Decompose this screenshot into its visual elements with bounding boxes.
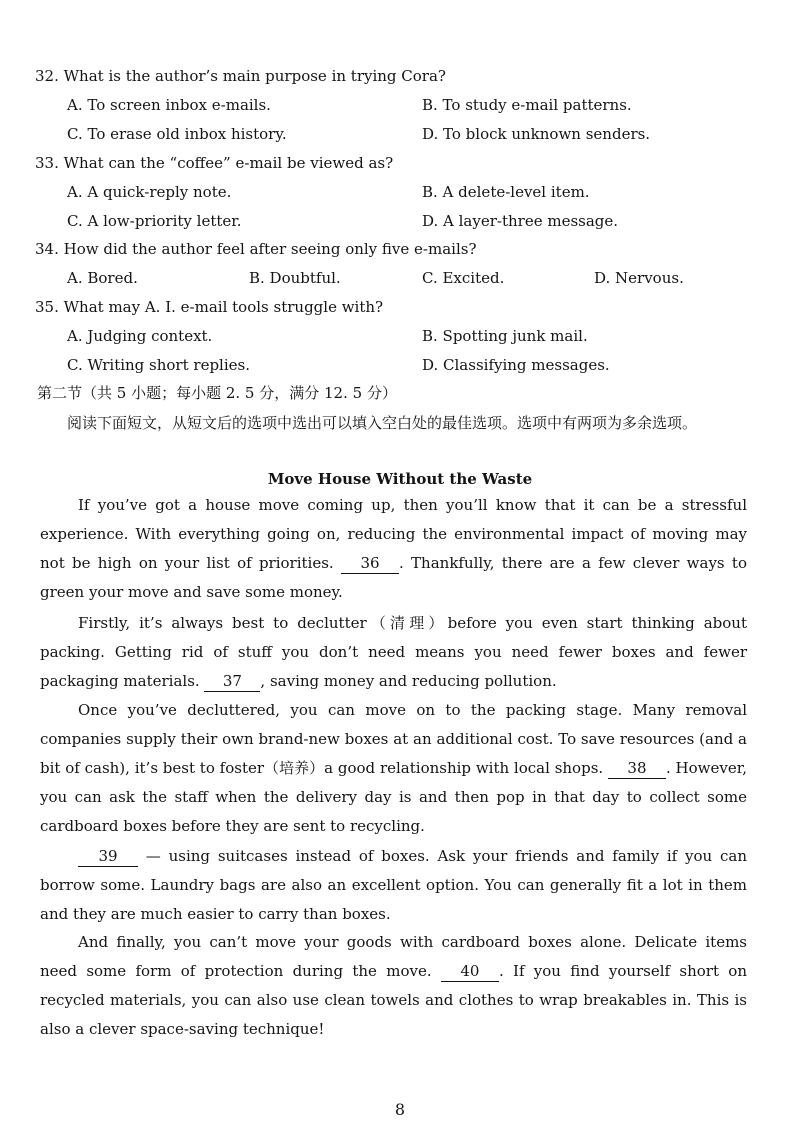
question-34-option-b: B. Doubtful. xyxy=(249,269,341,287)
passage-paragraph-2 xyxy=(40,609,747,696)
question-32-option-a: A. To screen inbox e-mails. xyxy=(67,96,271,114)
question-33-option-d: D. A layer-three message. xyxy=(422,212,619,230)
section-instruction: 阅读下面短文，从短文后的选项中选出可以填入空白处的最佳选项。选项中有两项为多余选项。 xyxy=(67,414,698,432)
question-33-option-b: B. A delete-level item. xyxy=(422,183,590,201)
question-33-stem: 33. What can the “coffee” e-mail be viewed as? xyxy=(35,154,394,172)
paragraph-1-text-b: . Thankfully, there are a few clever ways to green your move and save some money. xyxy=(40,554,747,601)
paragraph-2-text-a: Firstly, it’s always best to declutter（清理）before you even start thinking about packing. Getting rid of stuff you don’t need means you need fewer boxes and fewer packaging materials. xyxy=(40,614,747,690)
question-35-option-c: C. Writing short replies. xyxy=(67,356,250,374)
section-heading: 第二节（共 5 小题；每小题 2. 5 分，满分 12. 5 分） xyxy=(37,384,397,402)
paragraph-5-text-b: . If you find yourself short on recycled materials, you can also use clean towels and clothes to wrap breakables in. This is also a clever space-saving technique! xyxy=(40,962,748,1038)
passage-paragraph-5 xyxy=(40,928,747,1044)
question-33-option-a: A. A quick-reply note. xyxy=(67,183,232,201)
question-32-option-b: B. To study e-mail patterns. xyxy=(422,96,632,114)
question-32-stem: 32. What is the author’s main purpose in trying Cora? xyxy=(35,67,446,85)
paragraph-3-text-a: Once you’ve decluttered, you can move on to the packing stage. Many removal companies supply their own brand-new boxes at an additional cost. To save resources (and a bit of cash), it’s best to foster（培养）a good relationship with local shops. xyxy=(40,701,747,777)
paragraph-4-text-b: — using suitcases instead of boxes. Ask your friends and family if you can borrow some. Laundry bags are also an excellent option. You can generally fit a lot in them and they are much easier to carry than boxes. xyxy=(40,847,747,923)
blank-37: 37 xyxy=(204,671,260,692)
page-number: 8 xyxy=(394,1100,406,1119)
question-34-stem: 34. How did the author feel after seeing only five e-mails? xyxy=(35,240,477,258)
paragraph-1-text-a: If you’ve got a house move coming up, then you’ll know that it can be a stressful experience. With everything going on, reducing the environmental impact of moving may not be high on your list of priorities. xyxy=(40,496,747,572)
paragraph-3-text-b: . However, you can ask the staff when the delivery day is and then pop in that day to collect some cardboard boxes before they are sent to recycling. xyxy=(40,759,747,835)
passage-paragraph-3 xyxy=(40,696,747,841)
question-35-option-b: B. Spotting junk mail. xyxy=(422,327,588,345)
blank-36: 36 xyxy=(341,553,399,574)
question-32-option-d: D. To block unknown senders. xyxy=(422,125,651,143)
question-32-option-c: C. To erase old inbox history. xyxy=(67,125,287,143)
passage-title: Move House Without the Waste xyxy=(267,470,533,488)
blank-38: 38 xyxy=(608,758,666,779)
paragraph-2-text-b: , saving money and reducing pollution. xyxy=(260,672,557,690)
question-34-option-a: A. Bored. xyxy=(67,269,138,287)
passage-paragraph-1 xyxy=(40,491,747,607)
passage-paragraph-4 xyxy=(40,842,747,929)
question-35-option-a: A. Judging context. xyxy=(67,327,213,345)
question-34-option-c: C. Excited. xyxy=(422,269,505,287)
question-33-option-c: C. A low-priority letter. xyxy=(67,212,242,230)
blank-40: 40 xyxy=(441,961,499,982)
paragraph-5-text-a: And finally, you can’t move your goods with cardboard boxes alone. Delicate items need some form of protection during the move. xyxy=(40,933,747,980)
question-35-stem: 35. What may A. I. e-mail tools struggle with? xyxy=(35,298,384,316)
question-35-option-d: D. Classifying messages. xyxy=(422,356,610,374)
blank-39: 39 xyxy=(78,846,138,867)
question-34-option-d: D. Nervous. xyxy=(594,269,684,287)
